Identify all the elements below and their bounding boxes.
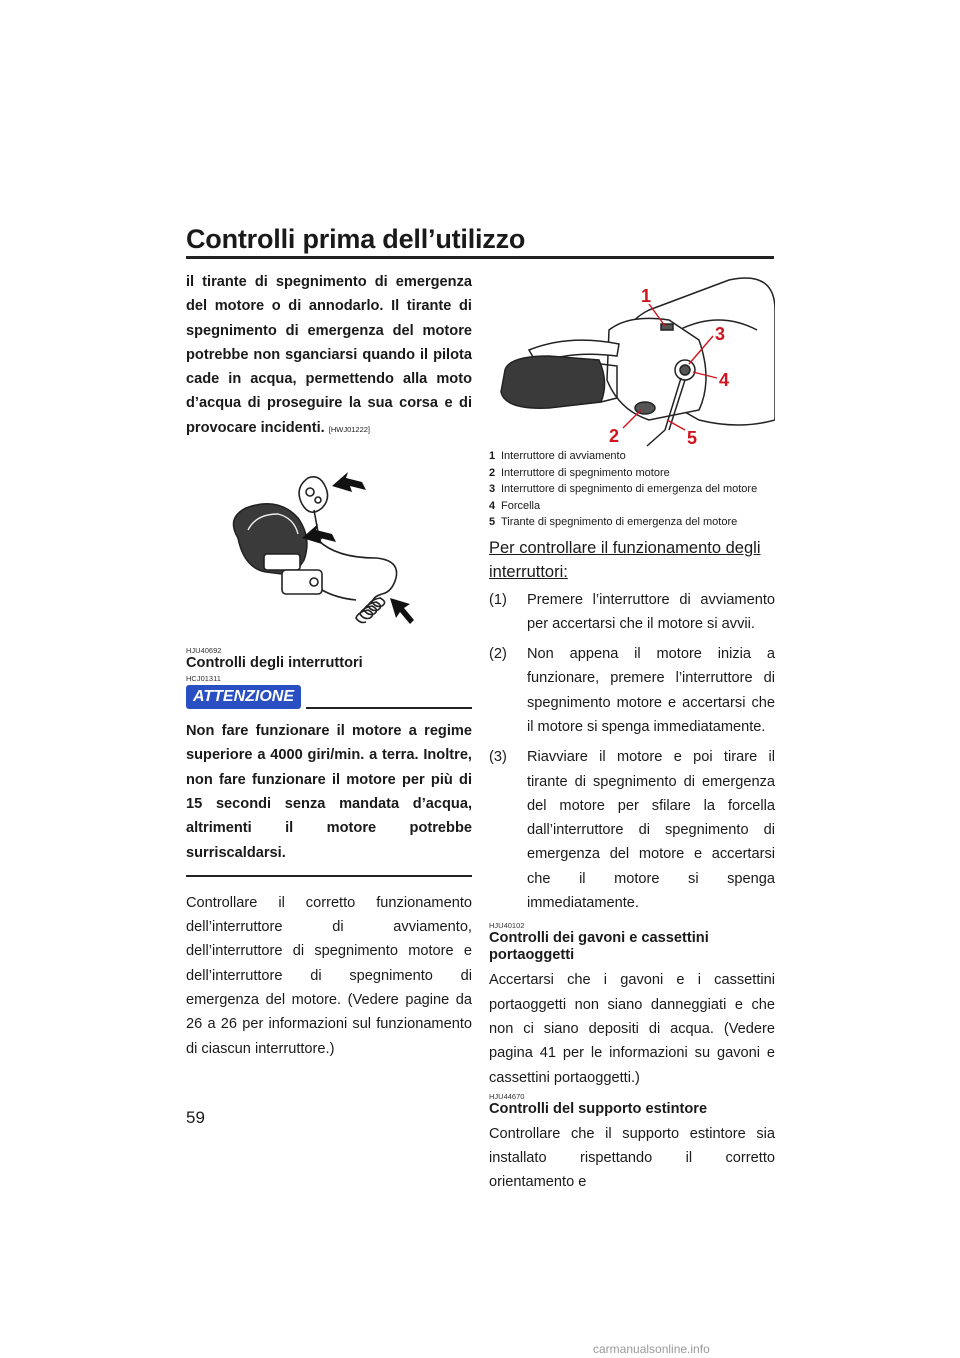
legend-item: 3 Interruttore di spegnimento di emergenza del motore <box>489 483 758 495</box>
title-rule <box>186 256 774 259</box>
warning-tail: il tirante di spegnimento di emergenza del motore o di annodarlo. Il tirante di spegnimento di emergenza del motore potrebbe non sganciarsi quando il pilota cade in acqua, permettendo alla moto d’acqua di proseguire la sua corsa e di provocare incidenti. <box>186 274 472 436</box>
switches-body: Controllare il corretto funzionamento dell’interruttore di avviamento, dell’interruttore di spegnimento motore e dell’interruttore di spegnimento di emergenza del motore. (Vedere pagine da 26 a 26 per informazioni sul funzionamento di ciascun interruttore.) <box>186 894 472 1057</box>
page-title: Controlli prima dell’utilizzo <box>186 224 526 254</box>
caution-badge: ATTENZIONE <box>186 685 301 709</box>
warning-code: [HWJ01222] <box>328 424 371 434</box>
legend-item: 1 Interruttore di avviamento <box>489 450 626 462</box>
left-column <box>186 270 472 1061</box>
step-item: (3) Riavviare il motore e poi tirare il tirante di spegnimento di emergenza del motore per sfilare la forcella dall’interruttore di spegnimento di emergenza del motore e accertarsi che il motore si spenga immediatamente. <box>489 749 775 912</box>
watermark: carmanualsonline.info <box>593 1342 710 1356</box>
caution-header <box>186 685 472 709</box>
storage-body: Accertarsi che i gavoni e i cassettini portaoggetti non siano danneggiati e che non ci siano depositi di acqua. (Vedere pagina 41 per le informazioni su gavoni e cassettini portaoggetti.) <box>489 972 775 1086</box>
switch-check-steps <box>489 588 775 916</box>
section-heading-extinguisher: Controlli del supporto estintore <box>489 1100 708 1117</box>
figure-legend <box>489 450 775 530</box>
callout-2: 2 <box>609 426 620 446</box>
right-column <box>489 450 775 1195</box>
section-code: HJU40692 <box>186 646 222 656</box>
step-item: (2) Non appena il motore inizia a funzionare, premere l’interruttore di spegnimento motore e accertarsi che il motore si spenga immediatamente. <box>489 646 775 735</box>
callout-3: 3 <box>715 324 726 344</box>
caution-code: HCJ01311 <box>186 674 221 684</box>
switch-check-heading: Per controllare il funzionamento degli interruttori: <box>489 538 761 581</box>
extinguisher-body: Controllare che il supporto estintore sia installato rispettando il corretto orientamento e <box>489 1125 775 1191</box>
warning-text <box>186 270 472 440</box>
callout-5: 5 <box>687 428 698 448</box>
caution-rule <box>306 707 472 709</box>
callout-1: 1 <box>641 286 652 306</box>
section-heading-switches: Controlli degli interruttori <box>186 655 363 672</box>
lanyard-drawing <box>234 477 397 623</box>
caution-text: Non fare funzionare il motore a regime superiore a 4000 giri/min. a terra. Inoltre, non fare funzionare il motore per più di 15 secondi senza mandata d’acqua, altrimenti il motore potrebbe surriscaldarsi. <box>186 723 472 861</box>
handlebar-switch-illustration <box>489 270 775 455</box>
step-item: (1) Premere l’interruttore di avviamento per accertarsi che il motore si avvii. <box>489 591 775 632</box>
handlebar-drawing <box>501 278 775 446</box>
section-code: HJU40102 <box>489 921 525 931</box>
callout-4: 4 <box>719 370 730 390</box>
legend-item: 2 Interruttore di spegnimento motore <box>489 466 670 479</box>
lanyard-illustration <box>186 448 472 638</box>
page-number: 59 <box>186 1108 205 1127</box>
legend-item: 4 Forcella <box>489 499 541 512</box>
section-code: HJU44670 <box>489 1091 525 1101</box>
legend-item: 5 Tirante di spegnimento di emergenza del motore <box>489 516 738 528</box>
section-heading-storage: Controlli dei gavoni e cassettini portaoggetti <box>489 930 709 964</box>
caution-bottom-rule <box>186 875 472 877</box>
